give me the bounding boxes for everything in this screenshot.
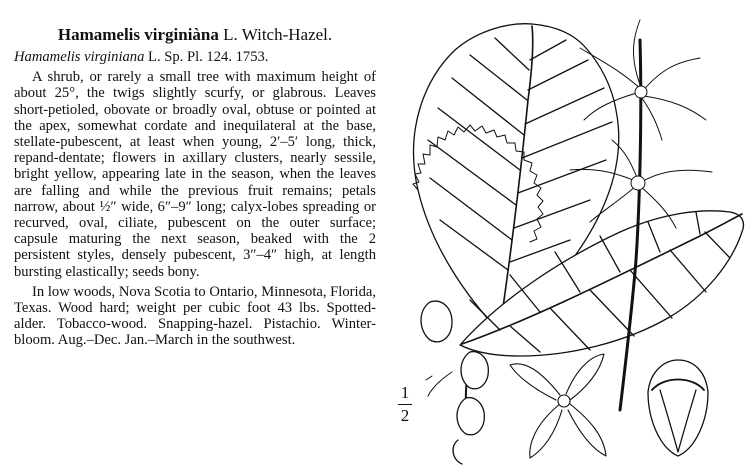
species-name: Hamamelis virginiàna — [57, 25, 219, 44]
scale-fraction — [398, 384, 412, 425]
citation-reference: L. Sp. Pl. 124. 1753. — [148, 49, 269, 65]
scale-bar — [398, 404, 412, 405]
scale-numerator: 1 — [400, 383, 410, 402]
habitat-paragraph: In low woods, Nova Scotia to Ontario, Minnesota, Florida, Texas. Wood hard; weight per cubic foot 43 lbs. Spotted-alder. Tobacco-wood. Snapping-hazel. Pistachio. Winter-bloom. Aug.–Dec. Jan.–March in the southwest. — [14, 283, 376, 349]
capsule-detail — [648, 360, 708, 456]
species-author: L. — [223, 25, 238, 44]
citation — [14, 49, 376, 65]
description-paragraph: A shrub, or rarely a small tree with maximum height of about 25°, the twigs slightly scurfy, or glabrous. Leaves short-petioled, obovate or broadly oval, obtuse or pointed at the apex, somewhat cordate and inequilateral at the base, stellate-pubescent, at least when young, 2′–5′ long, thick, repand-dentate; flowers in axillary clusters, nearly sessile, bright yellow, appearing late in the season, when the leaves are falling and while the previous fruit remains; petals narrow, about ½″ wide, 6″–9″ long; calyx-lobes spreading or recurved, oval, ciliate, pubescent on the outer surface; capsule maturing the next season, beaked with the 2 persistent styles, densely pubescent, 3″–4″ high, at length bursting elastically; seeds bony. — [14, 69, 376, 280]
scale-arrow — [426, 372, 452, 396]
botanical-illustration — [380, 0, 747, 472]
text-column — [14, 24, 376, 349]
species-title — [14, 24, 376, 45]
common-name: Witch-Hazel. — [241, 25, 333, 44]
scale-denominator: 2 — [400, 406, 410, 425]
flower-detail — [510, 354, 606, 458]
citation-binomial: Hamamelis virginiana — [14, 49, 145, 65]
